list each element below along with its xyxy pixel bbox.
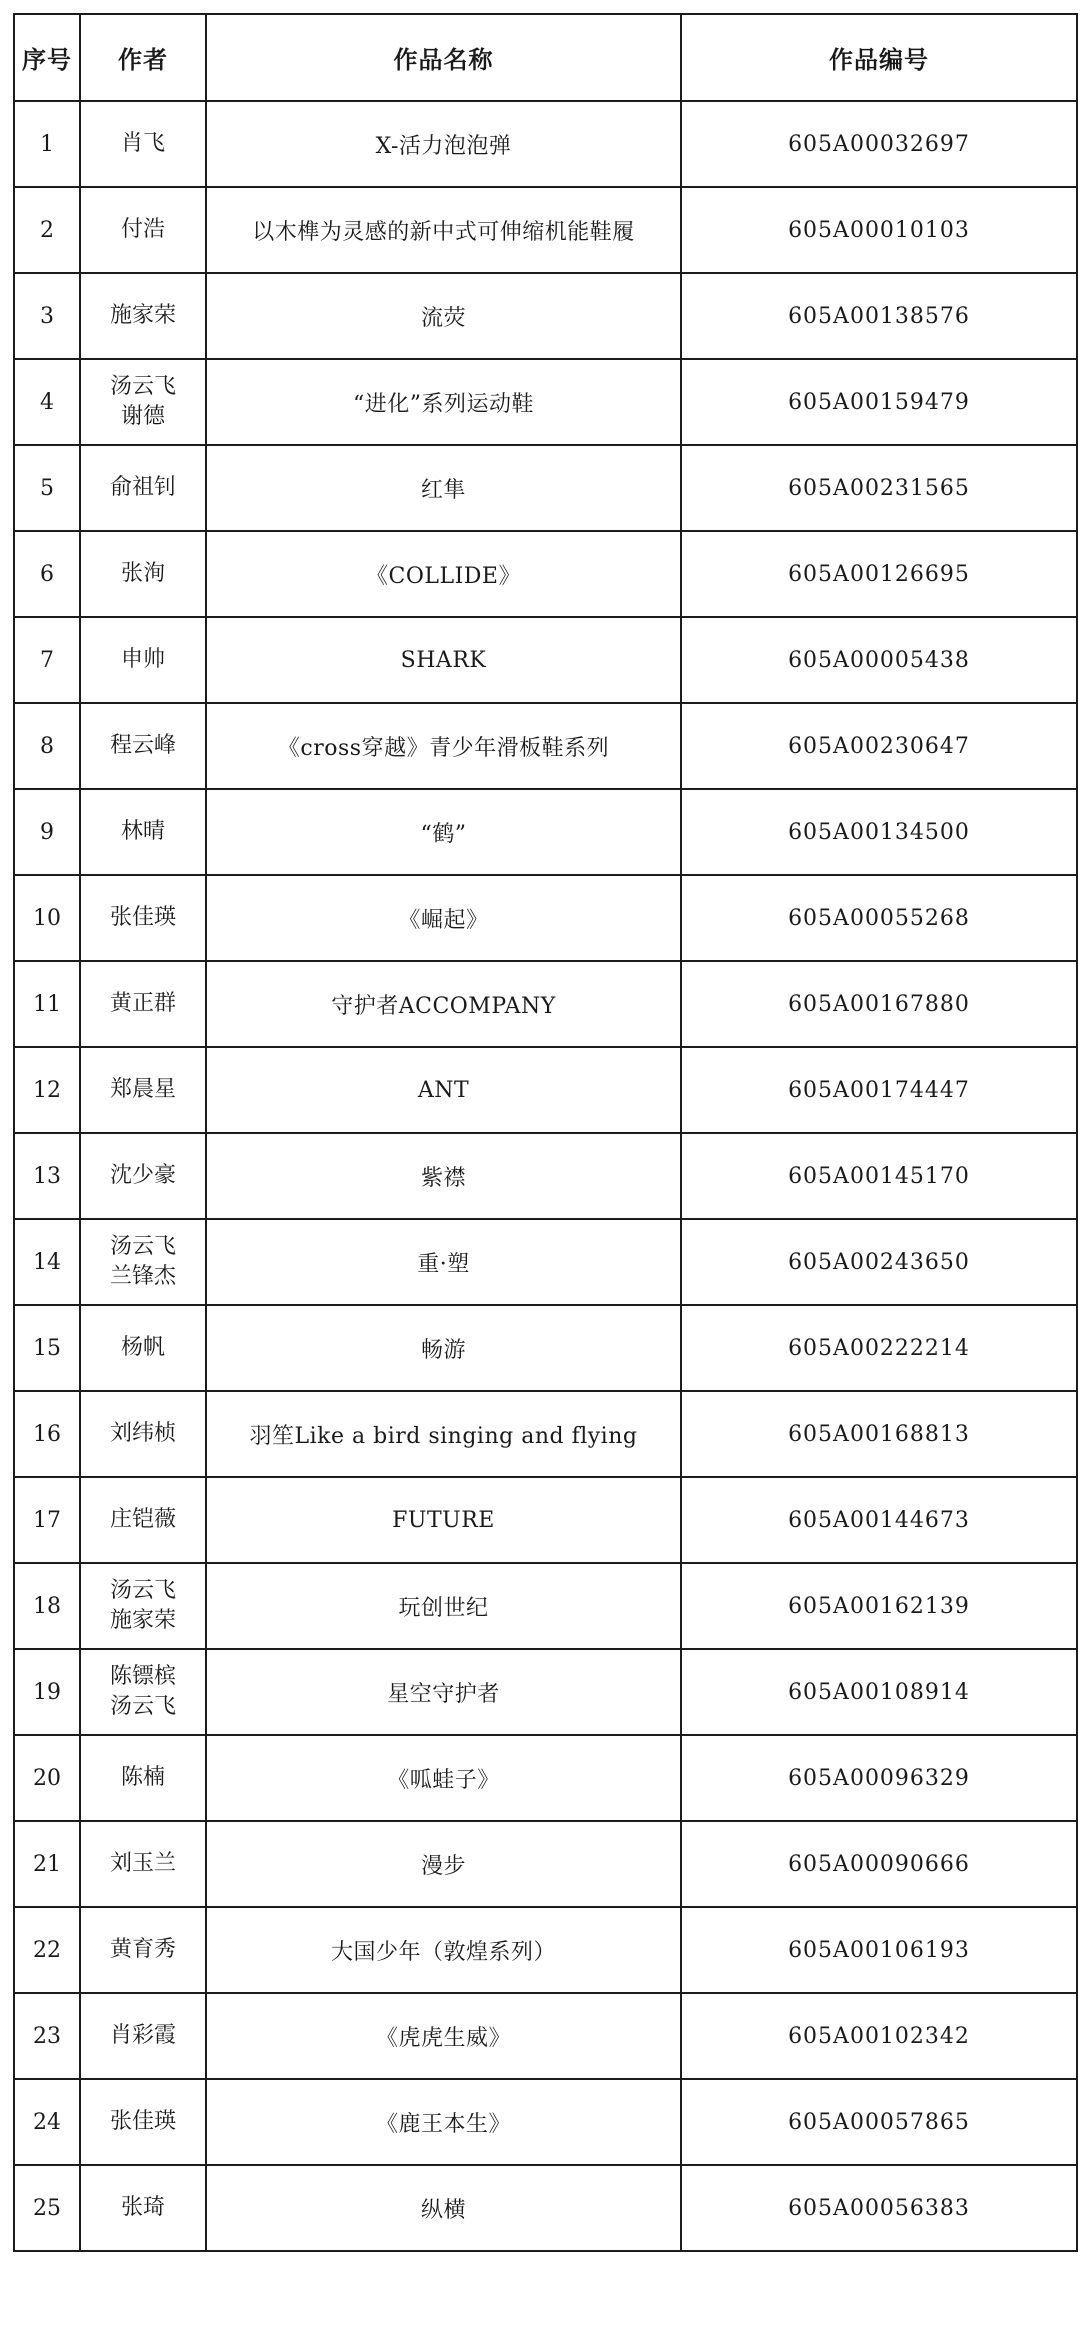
row-work-title: 星空守护者	[206, 1649, 681, 1735]
row-index: 16	[14, 1391, 80, 1477]
row-work-code: 605A00243650	[681, 1219, 1077, 1305]
author-name: 陈镖槟	[109, 1664, 176, 1690]
author-name: 汤云飞	[109, 1578, 176, 1604]
row-work-title: 守护者ACCOMPANY	[206, 961, 681, 1047]
row-work-code: 605A00108914	[681, 1649, 1077, 1735]
author-name: 汤云飞	[109, 1234, 176, 1260]
row-work-title: 以木榫为灵感的新中式可伸缩机能鞋履	[206, 187, 681, 273]
row-work-title: 大国少年（敦煌系列）	[206, 1907, 681, 1993]
author-name: 付浩	[120, 217, 165, 243]
row-authors	[80, 1133, 206, 1219]
table-row	[14, 359, 1077, 445]
author-name: 张佳瑛	[109, 905, 176, 931]
row-authors	[80, 1735, 206, 1821]
author-name: 肖彩霞	[109, 2023, 176, 2049]
row-work-code: 605A00145170	[681, 1133, 1077, 1219]
row-authors	[80, 1993, 206, 2079]
table-row	[14, 1305, 1077, 1391]
author-name: 张洵	[120, 561, 165, 587]
row-work-title: X-活力泡泡弹	[206, 101, 681, 187]
author-name: 郑晨星	[109, 1077, 176, 1103]
row-work-code: 605A00055268	[681, 875, 1077, 961]
table-row	[14, 1133, 1077, 1219]
table-row	[14, 1477, 1077, 1563]
author-name: 谢德	[120, 404, 165, 429]
row-work-title: 玩创世纪	[206, 1563, 681, 1649]
row-work-code: 605A00032697	[681, 101, 1077, 187]
row-work-title: 畅游	[206, 1305, 681, 1391]
row-work-code: 605A00162139	[681, 1563, 1077, 1649]
author-name: 申帅	[120, 647, 165, 673]
row-work-title: 纵横	[206, 2165, 681, 2251]
author-name: 程云峰	[109, 733, 176, 759]
row-authors	[80, 1563, 206, 1649]
row-authors	[80, 531, 206, 617]
row-work-code: 605A00174447	[681, 1047, 1077, 1133]
row-index: 2	[14, 187, 80, 273]
table-row	[14, 1993, 1077, 2079]
row-work-title: ANT	[206, 1047, 681, 1133]
header-code: 作品编号	[681, 14, 1077, 101]
row-index: 5	[14, 445, 80, 531]
row-work-title: 紫襟	[206, 1133, 681, 1219]
author-name: 张琦	[120, 2195, 165, 2221]
table-header-row	[14, 14, 1077, 101]
row-index: 23	[14, 1993, 80, 2079]
row-work-code: 605A00106193	[681, 1907, 1077, 1993]
author-name: 汤云飞	[109, 1694, 176, 1719]
row-authors	[80, 1047, 206, 1133]
row-work-code: 605A00138576	[681, 273, 1077, 359]
row-index: 9	[14, 789, 80, 875]
author-name: 沈少豪	[109, 1163, 176, 1189]
row-authors	[80, 187, 206, 273]
row-work-title: 《虎虎生威》	[206, 1993, 681, 2079]
row-work-code: 605A00159479	[681, 359, 1077, 445]
header-title: 作品名称	[206, 14, 681, 101]
author-name: 张佳瑛	[109, 2109, 176, 2135]
author-name: 施家荣	[109, 1608, 176, 1633]
row-index: 15	[14, 1305, 80, 1391]
author-name: 刘玉兰	[109, 1851, 176, 1877]
row-authors	[80, 1219, 206, 1305]
row-work-code: 605A00231565	[681, 445, 1077, 531]
row-index: 21	[14, 1821, 80, 1907]
row-work-title: 流荧	[206, 273, 681, 359]
row-authors	[80, 1477, 206, 1563]
row-work-code: 605A00005438	[681, 617, 1077, 703]
table-row	[14, 531, 1077, 617]
row-index: 17	[14, 1477, 80, 1563]
row-authors	[80, 1821, 206, 1907]
row-index: 13	[14, 1133, 80, 1219]
table-row	[14, 1047, 1077, 1133]
table-row	[14, 1735, 1077, 1821]
row-authors	[80, 2079, 206, 2165]
row-index: 20	[14, 1735, 80, 1821]
header-author: 作者	[80, 14, 206, 101]
author-name: 施家荣	[109, 303, 176, 329]
row-index: 24	[14, 2079, 80, 2165]
row-index: 11	[14, 961, 80, 1047]
table-row	[14, 1907, 1077, 1993]
row-index: 4	[14, 359, 80, 445]
row-authors	[80, 1907, 206, 1993]
row-work-code: 605A00134500	[681, 789, 1077, 875]
table-row	[14, 1649, 1077, 1735]
row-work-code: 605A00010103	[681, 187, 1077, 273]
row-work-title: 《cross穿越》青少年滑板鞋系列	[206, 703, 681, 789]
row-authors	[80, 101, 206, 187]
row-index: 19	[14, 1649, 80, 1735]
row-index: 14	[14, 1219, 80, 1305]
row-authors	[80, 789, 206, 875]
table-row	[14, 875, 1077, 961]
row-work-code: 605A00144673	[681, 1477, 1077, 1563]
table-row	[14, 2165, 1077, 2251]
row-index: 25	[14, 2165, 80, 2251]
row-authors	[80, 2165, 206, 2251]
table-row	[14, 1563, 1077, 1649]
row-work-title: 羽笙Like a bird singing and flying	[206, 1391, 681, 1477]
author-name: 黄育秀	[109, 1937, 176, 1963]
row-work-code: 605A00222214	[681, 1305, 1077, 1391]
row-authors	[80, 703, 206, 789]
row-work-code: 605A00057865	[681, 2079, 1077, 2165]
row-authors	[80, 617, 206, 703]
row-work-code: 605A00126695	[681, 531, 1077, 617]
row-work-code: 605A00056383	[681, 2165, 1077, 2251]
row-index: 8	[14, 703, 80, 789]
row-authors	[80, 1649, 206, 1735]
row-work-title: 《崛起》	[206, 875, 681, 961]
row-work-title: SHARK	[206, 617, 681, 703]
row-work-title: “进化”系列运动鞋	[206, 359, 681, 445]
row-work-code: 605A00168813	[681, 1391, 1077, 1477]
author-name: 陈楠	[120, 1765, 165, 1791]
table-row	[14, 2079, 1077, 2165]
table-row	[14, 273, 1077, 359]
table-row	[14, 187, 1077, 273]
row-index: 3	[14, 273, 80, 359]
row-authors	[80, 273, 206, 359]
author-name: 杨帆	[120, 1335, 165, 1361]
row-authors	[80, 961, 206, 1047]
table-row	[14, 1821, 1077, 1907]
row-authors	[80, 1391, 206, 1477]
author-name: 汤云飞	[109, 374, 176, 400]
row-work-code: 605A00096329	[681, 1735, 1077, 1821]
row-index: 18	[14, 1563, 80, 1649]
row-authors	[80, 359, 206, 445]
row-work-code: 605A00102342	[681, 1993, 1077, 2079]
row-authors	[80, 1305, 206, 1391]
row-work-title: 重·塑	[206, 1219, 681, 1305]
row-work-code: 605A00230647	[681, 703, 1077, 789]
author-name: 庄铠薇	[109, 1507, 176, 1533]
table-row	[14, 1391, 1077, 1477]
row-work-title: “鹤”	[206, 789, 681, 875]
row-work-title: 《呱蛙子》	[206, 1735, 681, 1821]
author-name: 俞祖钊	[109, 475, 176, 501]
table-row	[14, 961, 1077, 1047]
table-row	[14, 1219, 1077, 1305]
table-body	[14, 101, 1077, 2251]
table-row	[14, 445, 1077, 531]
author-name: 肖飞	[120, 131, 165, 157]
row-work-code: 605A00167880	[681, 961, 1077, 1047]
table-row	[14, 617, 1077, 703]
author-name: 黄正群	[109, 991, 176, 1017]
row-index: 1	[14, 101, 80, 187]
row-index: 12	[14, 1047, 80, 1133]
table-row	[14, 101, 1077, 187]
row-index: 6	[14, 531, 80, 617]
row-work-code: 605A00090666	[681, 1821, 1077, 1907]
table-row	[14, 789, 1077, 875]
row-work-title: 红隼	[206, 445, 681, 531]
author-name: 刘纬桢	[109, 1421, 176, 1447]
works-table	[13, 13, 1078, 2252]
table-row	[14, 703, 1077, 789]
row-work-title: 《鹿王本生》	[206, 2079, 681, 2165]
header-index: 序号	[14, 14, 80, 101]
author-name: 林晴	[120, 819, 165, 845]
row-index: 22	[14, 1907, 80, 1993]
author-name: 兰锋杰	[109, 1264, 176, 1289]
row-authors	[80, 875, 206, 961]
award-table-sheet	[13, 13, 1076, 2252]
row-work-title: 漫步	[206, 1821, 681, 1907]
row-authors	[80, 445, 206, 531]
row-work-title: 《COLLIDE》	[206, 531, 681, 617]
row-index: 7	[14, 617, 80, 703]
row-work-title: FUTURE	[206, 1477, 681, 1563]
row-index: 10	[14, 875, 80, 961]
